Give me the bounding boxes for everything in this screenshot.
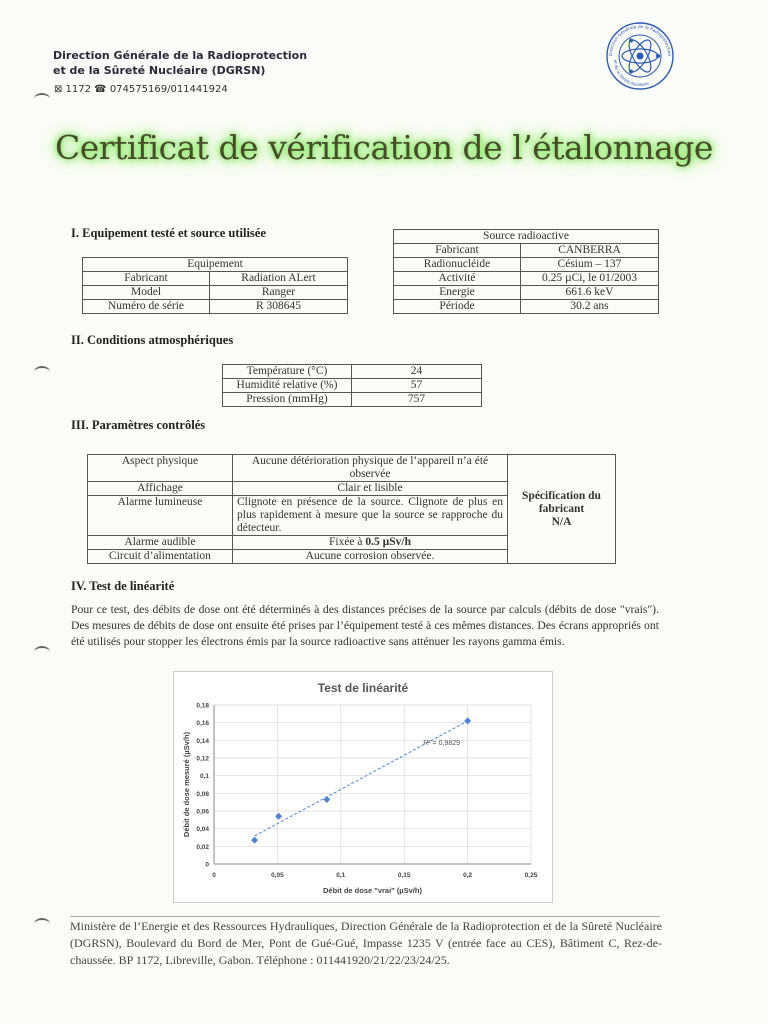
linearity-chart-svg: [174, 672, 552, 902]
linearity-paragraph: Pour ce test, des débits de dose ont été déterminés à des distances précises de la source par calculs (débits de dose "vrais"). Des mesures de débits de dose ont ensuite été prises par l’équipement testé à ces mêmes distances. Des écrans appropriés ont été utilisés pour stopper les électrons émis par la source radioactive sans atténuer les rayons gamma émis.: [71, 603, 659, 648]
table-cell: 0.25 µCi, le 01/2003: [521, 272, 659, 286]
table-cell: Aucune corrosion observée.: [233, 550, 508, 564]
table-row: [394, 272, 659, 286]
y-tick-label: 0,18: [196, 702, 209, 710]
table-cell: Affichage: [88, 482, 233, 496]
table-row: [88, 455, 616, 482]
punch-mark: [34, 93, 50, 105]
table-cell: Humidité relative (%): [223, 379, 352, 393]
table-row: [394, 258, 659, 272]
table-cell: 661.6 keV: [521, 286, 659, 300]
y-axis-label: Débit de dose mesuré (µSv/h): [182, 731, 191, 838]
table-cell: Numéro de série: [83, 300, 210, 314]
x-tick-label: 0: [212, 872, 216, 879]
table-cell: Fabricant: [83, 272, 210, 286]
data-point: [464, 717, 471, 724]
contact-line: ⊠ 1172 ☎ 074575169/011441924: [54, 84, 228, 95]
table-cell: Circuit d’alimentation: [88, 550, 233, 564]
trendline: [255, 721, 468, 836]
table-cell: 24: [352, 365, 482, 379]
table-cell: Température (°C): [223, 365, 352, 379]
table-row: [83, 286, 348, 300]
x-tick-label: 0,1: [336, 872, 346, 879]
table-row: [394, 286, 659, 300]
data-point: [323, 796, 330, 803]
table-cell: CANBERRA: [521, 244, 659, 258]
y-tick-label: 0,08: [196, 790, 209, 798]
section2-heading: II. Conditions atmosphériques: [71, 333, 234, 347]
svg-text:et de la Sûreté Nucléaire: et de la Sûreté Nucléaire: [612, 59, 650, 88]
table-cell: Ranger: [210, 286, 348, 300]
table-row: [223, 379, 482, 393]
punch-mark: [34, 646, 50, 658]
spec-value: N/A: [551, 515, 572, 528]
y-tick-label: 0,06: [196, 808, 209, 816]
dgrsn-seal-logo: [604, 20, 676, 92]
x-axis-label: Débit de dose "vrai" (µSv/h): [323, 886, 422, 895]
r2-label: R² = 0,9829: [423, 739, 461, 747]
y-tick-label: 0: [205, 861, 209, 869]
svg-text:Direction Générale de la Radio: Direction Générale de la Radioprotection: [608, 24, 672, 57]
table-cell: Fabricant: [394, 244, 521, 258]
table-row: [83, 300, 348, 314]
x-tick-label: 0,05: [271, 872, 284, 879]
certificate-title: Certificat de vérification de l’étalonnage: [55, 128, 713, 167]
table-cell: Energie: [394, 286, 521, 300]
equipment-table: [82, 257, 348, 314]
chart-title: Test de linéarité: [317, 681, 409, 695]
table-row: [394, 300, 659, 314]
table-cell: Clair et lisible: [233, 482, 508, 496]
x-tick-label: 0,15: [397, 872, 411, 879]
org-name-line1: Direction Générale de la Radioprotection: [53, 49, 308, 62]
y-tick-label: 0,16: [196, 720, 209, 728]
x-tick-label: 0,25: [524, 872, 538, 879]
table-cell: 30.2 ans: [521, 300, 659, 314]
table-cell: Activité: [394, 272, 521, 286]
section1-heading: I. Equipement testé et source utilisée: [71, 226, 266, 240]
y-tick-label: 0,14: [196, 737, 209, 745]
equipment-table-header: Equipement: [83, 258, 348, 272]
source-table-header: Source radioactive: [394, 230, 659, 244]
table-cell: Clignote en présence de la source. Clignote de plus en plus rapidement à mesure que la source se rapproche du détecteur.: [233, 496, 508, 536]
table-cell: Pression (mmHg): [223, 393, 352, 407]
y-tick-label: 0,12: [196, 755, 209, 763]
punch-mark: [34, 366, 50, 378]
alarm-text: Fixée à: [328, 536, 366, 548]
section3-heading: III. Paramètres contrôlés: [71, 418, 206, 432]
table-row: [223, 365, 482, 379]
org-name: [53, 48, 307, 78]
table-cell: R 308645: [210, 300, 348, 314]
table-cell: Alarme audible: [88, 536, 233, 550]
y-tick-label: 0,1: [199, 773, 209, 781]
table-cell: Radionucléide: [394, 258, 521, 272]
footer-address: Ministère de l’Energie et des Ressources Hydrauliques, Direction Générale de la Radioprotection et de la Sûreté Nucléaire (DGRSN), Boulevard du Bord de Mer, Pont de Gué-Gué, Impasse 1235 V (entrée face au CES), Bâtiment C, Rez-de-chaussée. BP 1172, Libreville, Gabon. Téléphone : 011441920/21/22/23/24/25.: [70, 919, 662, 967]
table-cell: Césium – 137: [521, 258, 659, 272]
org-name-line2: et de la Sûreté Nucléaire (DGRSN): [53, 64, 266, 77]
atmospheric-table: [222, 364, 482, 407]
data-point: [275, 813, 282, 820]
punch-mark: [34, 918, 50, 930]
alarm-value: 0.5 µSv/h: [365, 536, 412, 548]
table-cell: Période: [394, 300, 521, 314]
table-cell: 757: [352, 393, 482, 407]
spec-label: Spécification du fabricant: [522, 489, 601, 515]
table-row: [83, 272, 348, 286]
footer-rule: [70, 916, 660, 917]
parameters-table: [87, 454, 616, 564]
y-tick-label: 0,04: [196, 826, 209, 834]
table-cell: 57: [352, 379, 482, 393]
table-row: [223, 393, 482, 407]
table-cell: Alarme lumineuse: [88, 496, 233, 536]
y-tick-label: 0,02: [196, 843, 209, 851]
data-point: [251, 837, 258, 844]
table-cell: Aspect physique: [88, 455, 233, 482]
x-tick-label: 0,2: [463, 872, 473, 879]
table-cell: Radiation ALert: [210, 272, 348, 286]
table-cell: [233, 536, 508, 550]
table-row: [394, 244, 659, 258]
linearity-chart: [173, 671, 553, 903]
section4-heading: IV. Test de linéarité: [71, 579, 175, 593]
table-cell: Aucune détérioration physique de l’appareil n’a été observée: [233, 455, 508, 482]
table-cell: Model: [83, 286, 210, 300]
source-table: [393, 229, 659, 314]
